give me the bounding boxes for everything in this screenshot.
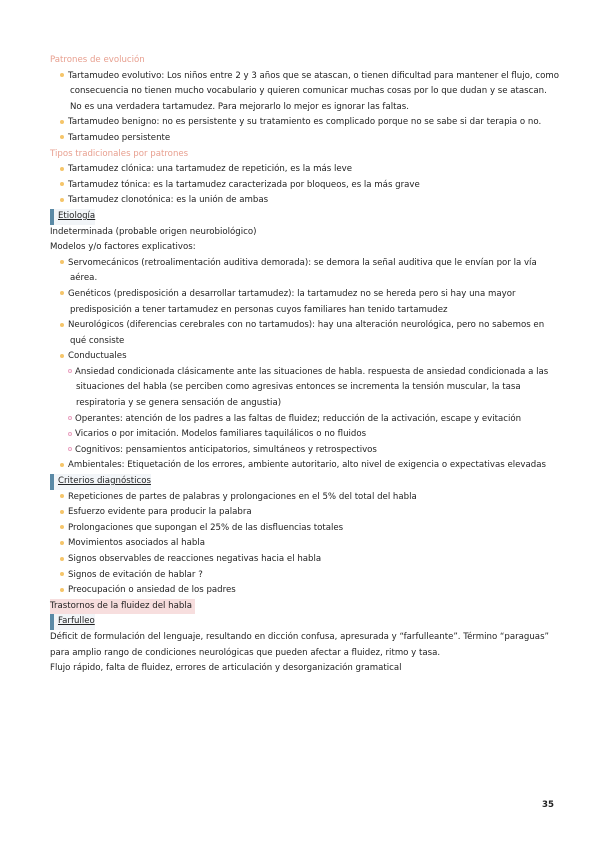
page-number: 35 <box>542 800 554 810</box>
list-item: Neurológicos (diferencias cerebrales con no tartamudos): hay una alteración neurológica, pero no sabemos en qué consiste <box>60 318 560 349</box>
tipos-heading: Tipos tradicionales por patrones <box>50 148 189 159</box>
bullet-icon <box>60 588 64 592</box>
list-item: Prolongaciones que supongan el 25% de las disfluencias totales <box>60 521 560 537</box>
list-item: Conductuales <box>60 349 560 365</box>
trastornos-heading: Trastornos de la fluidez del habla <box>50 599 195 615</box>
bullet-icon <box>60 572 64 576</box>
bullet-icon <box>60 198 64 202</box>
list-item: Tartamudeo persistente <box>60 131 560 147</box>
paragraph: Déficit de formulación del lenguaje, resultando en dicción confusa, apresurada y “farfulleante”. Término “paraguas” para amplio rango de condiciones neurológicas que pueden afectar a fluidez, ritmo y tasa. <box>50 631 549 658</box>
bullet-icon <box>60 167 64 171</box>
list-item: Tartamudez clonotónica: es la unión de ambas <box>60 193 560 209</box>
paragraph: Indeterminada (probable origen neurobiológico) <box>50 226 257 237</box>
list-item: Signos de evitación de hablar ? <box>60 568 560 584</box>
list-item: Movimientos asociados al habla <box>60 536 560 552</box>
bullet-icon <box>60 135 64 139</box>
list-item: Signos observables de reacciones negativas hacia el habla <box>60 552 560 568</box>
sub-list-item: Ansiedad condicionada clásicamente ante las situaciones de habla. respuesta de ansiedad condicionada a las situaciones del habla (se perciben como agresivas entonces se incrementa la tensión muscular, la tasa respiratoria y se genera sensación de angustia) <box>68 365 560 412</box>
list-item: Servomecánicos (retroalimentación auditiva demorada): se demora la señal auditiva que le envían por la vía aérea. <box>60 256 560 287</box>
bullet-icon <box>60 291 64 295</box>
list-item: Ambientales: Etiquetación de los errores, ambiente autoritario, alto nivel de exigencia o expectativas elevadas <box>60 458 560 474</box>
bullet-icon <box>60 557 64 561</box>
etiologia-heading: Etiología <box>50 209 95 225</box>
bullet-icon <box>60 510 64 514</box>
bullet-icon <box>60 541 64 545</box>
bullet-icon <box>60 354 64 358</box>
circle-bullet-icon <box>68 369 72 373</box>
list-item: Repeticiones de partes de palabras y prolongaciones en el 5% del total del habla <box>60 490 560 506</box>
bullet-icon <box>60 73 64 77</box>
document-body <box>50 53 560 677</box>
bullet-icon <box>60 494 64 498</box>
sub-list-item: Vicarios o por imitación. Modelos familiares taquilálicos o no fluidos <box>68 427 560 443</box>
list-item: Tartamudez clónica: una tartamudez de repetición, es la más leve <box>60 162 560 178</box>
farfulleo-heading: Farfulleo <box>50 614 95 630</box>
list-item: Preocupación o ansiedad de los padres <box>60 583 560 599</box>
paragraph: Modelos y/o factores explicativos: <box>50 242 196 253</box>
bullet-icon <box>60 463 64 467</box>
patrones-heading: Patrones de evolución <box>50 55 145 65</box>
criterios-heading: Criterios diagnósticos <box>50 474 151 490</box>
paragraph: Flujo rápido, falta de fluidez, errores de articulación y desorganización gramatical <box>50 663 402 674</box>
list-item: Esfuerzo evidente para producir la palabra <box>60 505 560 521</box>
bullet-icon <box>60 182 64 186</box>
circle-bullet-icon <box>68 416 72 420</box>
bullet-icon <box>60 323 64 327</box>
circle-bullet-icon <box>68 447 72 451</box>
sub-list-item: Cognitivos: pensamientos anticipatorios, simultáneos y retrospectivos <box>68 443 560 459</box>
bullet-icon <box>60 260 64 264</box>
circle-bullet-icon <box>68 432 72 436</box>
bullet-icon <box>60 120 64 124</box>
list-item: Tartamudeo benigno: no es persistente y su tratamiento es complicado porque no se sabe si dar terapia o no. <box>60 115 560 131</box>
list-item: Tartamudez tónica: es la tartamudez caracterizada por bloqueos, es la más grave <box>60 178 560 194</box>
sub-list-item: Operantes: atención de los padres a las faltas de fluidez; reducción de la activación, escape y evitación <box>68 412 560 428</box>
list-item: Genéticos (predisposición a desarrollar tartamudez): la tartamudez no se hereda pero si hay una mayor predisposición a tener tartamudez en personas cuyos familiares han tenido tartamudez <box>60 287 560 318</box>
list-item: Tartamudeo evolutivo: Los niños entre 2 y 3 años que se atascan, o tienen dificultad para mantener el flujo, como consecuencia no tienen mucho vocabulario y quieren comunicar muchas cosas por lo que dudan y se atascan. No es una verdadera tartamudez. Para mejorarlo lo mejor es ignorar las faltas. <box>60 69 560 116</box>
bullet-icon <box>60 525 64 529</box>
